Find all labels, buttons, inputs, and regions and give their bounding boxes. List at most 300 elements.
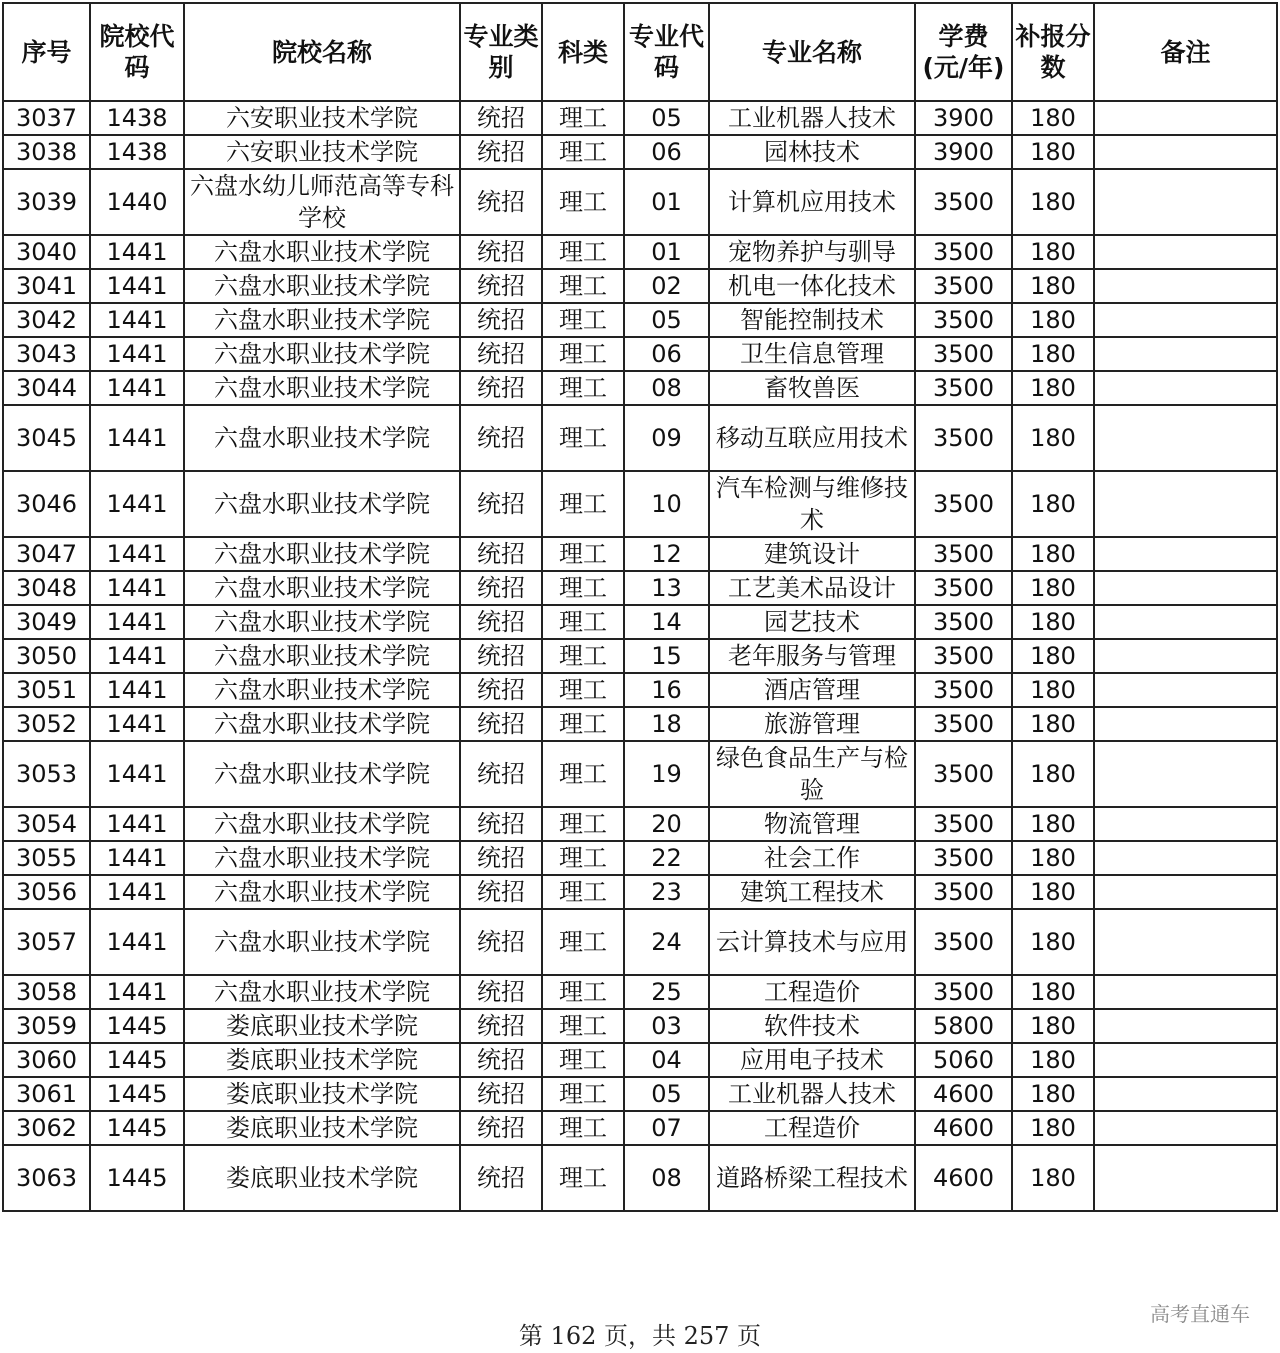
table-cell: 工业机器人技术	[709, 1077, 915, 1111]
table-cell: 软件技术	[709, 1009, 915, 1043]
header-cell: 学费(元/年)	[915, 3, 1012, 101]
table-cell: 统招	[460, 537, 542, 571]
table-cell: 1441	[90, 807, 184, 841]
table-cell: 娄底职业技术学院	[184, 1043, 460, 1077]
table-cell: 1441	[90, 909, 184, 975]
table-cell	[1094, 135, 1277, 169]
table-cell	[1094, 235, 1277, 269]
table-cell: 工业机器人技术	[709, 101, 915, 135]
table-cell: 180	[1012, 169, 1094, 235]
table-cell: 3057	[3, 909, 90, 975]
table-cell: 3500	[915, 371, 1012, 405]
table-cell: 理工	[542, 169, 624, 235]
table-cell: 理工	[542, 371, 624, 405]
table-cell: 理工	[542, 537, 624, 571]
table-cell: 180	[1012, 303, 1094, 337]
table-cell	[1094, 909, 1277, 975]
table-cell: 六盘水职业技术学院	[184, 537, 460, 571]
table-row	[3, 337, 1277, 371]
table-cell: 14	[624, 605, 709, 639]
table-cell: 六盘水职业技术学院	[184, 875, 460, 909]
table-cell: 3500	[915, 169, 1012, 235]
header-row	[3, 3, 1277, 101]
table-cell: 娄底职业技术学院	[184, 1009, 460, 1043]
table-cell: 娄底职业技术学院	[184, 1111, 460, 1145]
table-cell: 1440	[90, 169, 184, 235]
table-cell: 180	[1012, 1043, 1094, 1077]
table-row	[3, 1009, 1277, 1043]
table-row	[3, 303, 1277, 337]
table-cell	[1094, 1043, 1277, 1077]
table-cell: 六盘水职业技术学院	[184, 639, 460, 673]
table-cell: 3041	[3, 269, 90, 303]
table-cell: 理工	[542, 1145, 624, 1211]
header-cell: 专业代码	[624, 3, 709, 101]
table-cell	[1094, 639, 1277, 673]
header-cell: 专业类别	[460, 3, 542, 101]
table-cell	[1094, 269, 1277, 303]
table-cell: 180	[1012, 807, 1094, 841]
table-cell: 3054	[3, 807, 90, 841]
table-cell	[1094, 975, 1277, 1009]
table-cell: 理工	[542, 235, 624, 269]
table-cell: 24	[624, 909, 709, 975]
table-cell: 1438	[90, 135, 184, 169]
table-cell: 3040	[3, 235, 90, 269]
table-cell: 3500	[915, 235, 1012, 269]
table-cell: 理工	[542, 1111, 624, 1145]
table-cell: 统招	[460, 135, 542, 169]
table-cell: 理工	[542, 135, 624, 169]
table-row	[3, 1077, 1277, 1111]
table-cell: 工程造价	[709, 975, 915, 1009]
table-cell: 理工	[542, 841, 624, 875]
table-row	[3, 371, 1277, 405]
table-cell: 15	[624, 639, 709, 673]
table-cell: 统招	[460, 471, 542, 537]
table-cell	[1094, 741, 1277, 807]
table-cell: 1445	[90, 1111, 184, 1145]
table-row	[3, 605, 1277, 639]
table-cell: 05	[624, 1077, 709, 1111]
table-cell: 3900	[915, 135, 1012, 169]
table-cell: 统招	[460, 1145, 542, 1211]
table-cell: 六盘水职业技术学院	[184, 405, 460, 471]
table-cell: 3500	[915, 707, 1012, 741]
table-row	[3, 841, 1277, 875]
table-cell: 统招	[460, 269, 542, 303]
table-cell: 1441	[90, 841, 184, 875]
table-cell: 1441	[90, 975, 184, 1009]
table-cell: 统招	[460, 371, 542, 405]
table-cell: 工艺美术品设计	[709, 571, 915, 605]
table-cell: 06	[624, 337, 709, 371]
table-cell: 道路桥梁工程技术	[709, 1145, 915, 1211]
table-cell: 宠物养护与驯导	[709, 235, 915, 269]
admission-table	[2, 2, 1278, 1212]
table-cell	[1094, 537, 1277, 571]
table-row	[3, 405, 1277, 471]
table-cell: 六盘水职业技术学院	[184, 707, 460, 741]
table-cell: 理工	[542, 909, 624, 975]
table-cell: 理工	[542, 741, 624, 807]
table-row	[3, 975, 1277, 1009]
table-cell: 云计算技术与应用	[709, 909, 915, 975]
table-cell: 1445	[90, 1145, 184, 1211]
table-row	[3, 1111, 1277, 1145]
table-cell: 六盘水职业技术学院	[184, 673, 460, 707]
table-cell: 3500	[915, 605, 1012, 639]
table-row	[3, 807, 1277, 841]
table-cell: 180	[1012, 135, 1094, 169]
table-cell: 统招	[460, 605, 542, 639]
table-cell: 10	[624, 471, 709, 537]
table-cell: 娄底职业技术学院	[184, 1077, 460, 1111]
table-cell: 08	[624, 1145, 709, 1211]
table-cell: 理工	[542, 975, 624, 1009]
table-cell: 理工	[542, 571, 624, 605]
table-cell: 180	[1012, 471, 1094, 537]
table-cell: 统招	[460, 571, 542, 605]
table-cell: 3500	[915, 471, 1012, 537]
table-cell: 3042	[3, 303, 90, 337]
table-cell: 3500	[915, 807, 1012, 841]
table-cell: 180	[1012, 571, 1094, 605]
table-cell: 22	[624, 841, 709, 875]
table-cell: 3500	[915, 337, 1012, 371]
table-cell: 02	[624, 269, 709, 303]
table-cell: 建筑工程技术	[709, 875, 915, 909]
table-cell: 3048	[3, 571, 90, 605]
table-cell: 六盘水职业技术学院	[184, 841, 460, 875]
table-cell: 180	[1012, 1145, 1094, 1211]
table-cell	[1094, 371, 1277, 405]
table-cell: 物流管理	[709, 807, 915, 841]
table-cell	[1094, 303, 1277, 337]
table-row	[3, 1043, 1277, 1077]
table-cell: 4600	[915, 1111, 1012, 1145]
table-cell: 180	[1012, 235, 1094, 269]
table-cell: 3053	[3, 741, 90, 807]
table-cell: 16	[624, 673, 709, 707]
table-cell: 统招	[460, 875, 542, 909]
table-cell: 01	[624, 235, 709, 269]
table-cell: 180	[1012, 909, 1094, 975]
table-cell: 统招	[460, 1009, 542, 1043]
header-cell: 院校名称	[184, 3, 460, 101]
table-cell: 04	[624, 1043, 709, 1077]
table-cell: 3500	[915, 975, 1012, 1009]
table-cell: 3051	[3, 673, 90, 707]
table-cell: 03	[624, 1009, 709, 1043]
table-cell: 5800	[915, 1009, 1012, 1043]
table-cell: 05	[624, 101, 709, 135]
table-cell: 社会工作	[709, 841, 915, 875]
table-cell: 180	[1012, 371, 1094, 405]
table-cell: 六盘水职业技术学院	[184, 337, 460, 371]
table-cell: 卫生信息管理	[709, 337, 915, 371]
table-cell: 理工	[542, 605, 624, 639]
table-cell: 180	[1012, 875, 1094, 909]
table-cell: 180	[1012, 673, 1094, 707]
table-cell: 180	[1012, 269, 1094, 303]
table-cell: 13	[624, 571, 709, 605]
table-cell: 180	[1012, 1111, 1094, 1145]
header-cell: 序号	[3, 3, 90, 101]
table-cell	[1094, 841, 1277, 875]
table-cell: 1441	[90, 371, 184, 405]
table-cell: 理工	[542, 303, 624, 337]
table-cell: 六盘水职业技术学院	[184, 371, 460, 405]
table-cell: 3055	[3, 841, 90, 875]
table-cell: 理工	[542, 269, 624, 303]
table-cell: 25	[624, 975, 709, 1009]
table-cell: 六盘水职业技术学院	[184, 975, 460, 1009]
table-cell: 园林技术	[709, 135, 915, 169]
table-row	[3, 471, 1277, 537]
table-cell: 3060	[3, 1043, 90, 1077]
table-cell: 移动互联应用技术	[709, 405, 915, 471]
table-cell: 3500	[915, 741, 1012, 807]
table-cell	[1094, 707, 1277, 741]
table-row	[3, 135, 1277, 169]
table-cell: 六盘水职业技术学院	[184, 605, 460, 639]
table-cell	[1094, 405, 1277, 471]
table-cell: 180	[1012, 605, 1094, 639]
table-cell: 计算机应用技术	[709, 169, 915, 235]
table-cell: 1441	[90, 571, 184, 605]
header-cell: 补报分数	[1012, 3, 1094, 101]
table-cell	[1094, 571, 1277, 605]
table-cell: 1441	[90, 303, 184, 337]
table-cell: 六盘水职业技术学院	[184, 807, 460, 841]
table-cell: 06	[624, 135, 709, 169]
table-cell: 理工	[542, 337, 624, 371]
table-row	[3, 169, 1277, 235]
table-cell: 理工	[542, 1009, 624, 1043]
table-cell: 理工	[542, 471, 624, 537]
table-cell: 统招	[460, 639, 542, 673]
table-cell: 理工	[542, 405, 624, 471]
header-cell: 院校代码	[90, 3, 184, 101]
table-cell: 180	[1012, 841, 1094, 875]
table-row	[3, 101, 1277, 135]
table-row	[3, 707, 1277, 741]
table-cell: 180	[1012, 537, 1094, 571]
table-cell: 3500	[915, 405, 1012, 471]
table-cell: 1438	[90, 101, 184, 135]
table-cell: 3047	[3, 537, 90, 571]
table-cell: 酒店管理	[709, 673, 915, 707]
table-cell: 07	[624, 1111, 709, 1145]
table-cell: 19	[624, 741, 709, 807]
table-cell: 统招	[460, 807, 542, 841]
table-cell: 180	[1012, 707, 1094, 741]
table-cell: 3063	[3, 1145, 90, 1211]
table-cell: 统招	[460, 707, 542, 741]
table-cell: 统招	[460, 101, 542, 135]
table-cell: 统招	[460, 673, 542, 707]
table-cell: 3500	[915, 571, 1012, 605]
table-cell: 1441	[90, 235, 184, 269]
table-cell: 3500	[915, 269, 1012, 303]
table-cell: 180	[1012, 975, 1094, 1009]
table-cell: 3062	[3, 1111, 90, 1145]
table-cell: 六安职业技术学院	[184, 135, 460, 169]
table-cell: 统招	[460, 1111, 542, 1145]
table-cell: 统招	[460, 1043, 542, 1077]
table-cell: 3500	[915, 909, 1012, 975]
watermark: 高考直通车	[1150, 1302, 1250, 1326]
table-cell: 3500	[915, 537, 1012, 571]
table-cell: 应用电子技术	[709, 1043, 915, 1077]
table-cell: 180	[1012, 337, 1094, 371]
table-cell: 统招	[460, 909, 542, 975]
table-cell: 智能控制技术	[709, 303, 915, 337]
table-cell: 1445	[90, 1077, 184, 1111]
table-cell: 理工	[542, 639, 624, 673]
table-row	[3, 571, 1277, 605]
table-cell: 3056	[3, 875, 90, 909]
table-cell: 建筑设计	[709, 537, 915, 571]
table-cell: 理工	[542, 707, 624, 741]
table-cell: 六盘水幼儿师范高等专科学校	[184, 169, 460, 235]
table-cell: 旅游管理	[709, 707, 915, 741]
table-cell: 5060	[915, 1043, 1012, 1077]
table-cell: 统招	[460, 741, 542, 807]
table-cell	[1094, 875, 1277, 909]
table-row	[3, 909, 1277, 975]
table-cell: 汽车检测与维修技术	[709, 471, 915, 537]
table-cell: 1441	[90, 673, 184, 707]
table-cell: 3044	[3, 371, 90, 405]
table-row	[3, 875, 1277, 909]
table-cell: 3058	[3, 975, 90, 1009]
table-cell: 180	[1012, 405, 1094, 471]
table-cell: 理工	[542, 807, 624, 841]
table-cell: 1441	[90, 537, 184, 571]
table-row	[3, 741, 1277, 807]
table-cell	[1094, 337, 1277, 371]
table-cell: 统招	[460, 337, 542, 371]
table-cell: 3500	[915, 875, 1012, 909]
table-cell: 理工	[542, 101, 624, 135]
table-cell: 09	[624, 405, 709, 471]
table-cell: 1441	[90, 269, 184, 303]
table-cell	[1094, 101, 1277, 135]
table-cell: 1441	[90, 605, 184, 639]
table-cell: 绿色食品生产与检验	[709, 741, 915, 807]
table-cell: 3038	[3, 135, 90, 169]
table-cell: 01	[624, 169, 709, 235]
table-cell: 六安职业技术学院	[184, 101, 460, 135]
table-cell: 4600	[915, 1145, 1012, 1211]
table-cell: 3059	[3, 1009, 90, 1043]
table-cell: 18	[624, 707, 709, 741]
table-cell	[1094, 1077, 1277, 1111]
table-cell: 1445	[90, 1043, 184, 1077]
table-cell: 理工	[542, 1043, 624, 1077]
table-cell: 20	[624, 807, 709, 841]
table-cell: 180	[1012, 639, 1094, 673]
table-cell: 3500	[915, 841, 1012, 875]
table-cell: 3049	[3, 605, 90, 639]
table-cell: 180	[1012, 1009, 1094, 1043]
table-cell: 六盘水职业技术学院	[184, 471, 460, 537]
header-cell: 科类	[542, 3, 624, 101]
table-cell: 1441	[90, 337, 184, 371]
table-cell: 1441	[90, 741, 184, 807]
table-cell: 23	[624, 875, 709, 909]
table-row	[3, 235, 1277, 269]
table-row	[3, 673, 1277, 707]
table-cell: 08	[624, 371, 709, 405]
table-cell: 老年服务与管理	[709, 639, 915, 673]
table-cell: 畜牧兽医	[709, 371, 915, 405]
table-cell	[1094, 169, 1277, 235]
table-cell: 工程造价	[709, 1111, 915, 1145]
table-cell: 统招	[460, 303, 542, 337]
table-cell: 1441	[90, 405, 184, 471]
table-cell: 3500	[915, 673, 1012, 707]
table-cell: 六盘水职业技术学院	[184, 741, 460, 807]
table-cell: 理工	[542, 1077, 624, 1111]
table-cell: 180	[1012, 741, 1094, 807]
table-cell: 3500	[915, 639, 1012, 673]
table-cell: 1441	[90, 875, 184, 909]
table-cell: 3043	[3, 337, 90, 371]
table-row	[3, 269, 1277, 303]
table-cell: 3052	[3, 707, 90, 741]
table-cell: 统招	[460, 841, 542, 875]
table-cell: 机电一体化技术	[709, 269, 915, 303]
table-cell	[1094, 807, 1277, 841]
table-cell: 六盘水职业技术学院	[184, 571, 460, 605]
table-cell: 理工	[542, 673, 624, 707]
table-cell: 3037	[3, 101, 90, 135]
header-cell: 专业名称	[709, 3, 915, 101]
table-row	[3, 639, 1277, 673]
table-cell: 3050	[3, 639, 90, 673]
table-cell: 3046	[3, 471, 90, 537]
table-cell: 理工	[542, 875, 624, 909]
table-cell: 六盘水职业技术学院	[184, 303, 460, 337]
table-cell: 1441	[90, 639, 184, 673]
table-row	[3, 1145, 1277, 1211]
table-cell: 1441	[90, 471, 184, 537]
table-cell: 1445	[90, 1009, 184, 1043]
table-cell: 3045	[3, 405, 90, 471]
table-cell: 3900	[915, 101, 1012, 135]
table-cell: 统招	[460, 235, 542, 269]
table-cell: 3061	[3, 1077, 90, 1111]
table-cell	[1094, 605, 1277, 639]
table-cell: 六盘水职业技术学院	[184, 269, 460, 303]
table-cell: 3500	[915, 303, 1012, 337]
table-cell: 统招	[460, 169, 542, 235]
table-cell: 统招	[460, 1077, 542, 1111]
table-cell: 六盘水职业技术学院	[184, 235, 460, 269]
table-cell: 园艺技术	[709, 605, 915, 639]
table-cell: 05	[624, 303, 709, 337]
table-cell	[1094, 1111, 1277, 1145]
page-number: 第 162 页，共 257 页	[518, 1322, 762, 1350]
table-cell: 统招	[460, 975, 542, 1009]
table-cell: 六盘水职业技术学院	[184, 909, 460, 975]
table-cell	[1094, 471, 1277, 537]
table-cell	[1094, 1009, 1277, 1043]
table-cell: 1441	[90, 707, 184, 741]
